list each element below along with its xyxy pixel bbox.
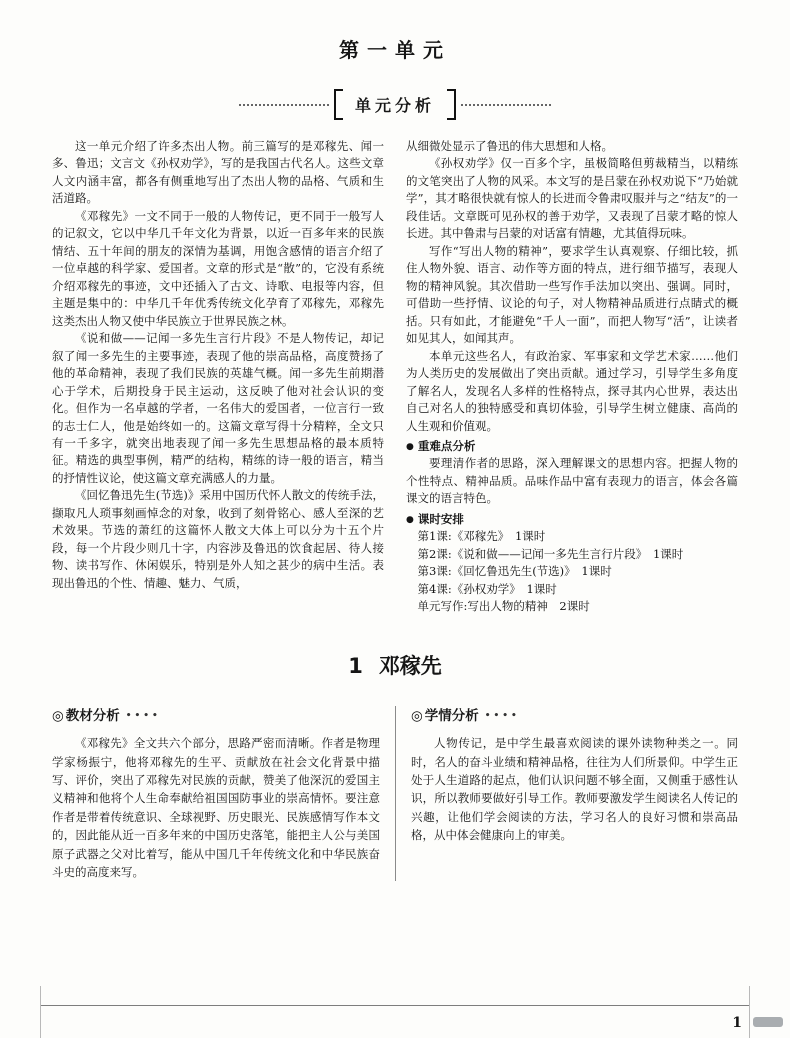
paragraph: 《回忆鲁迅先生(节选)》采用中国历代怀人散文的传统手法，撷取凡人琐事刻画悼念的对象，收到了刻骨铭心、感人至深的艺术效果。节选的萧红的这篇怀人散文大体上可以分为十五个片段，每一个片段少则几十字，内容涉及鲁迅的饮食起居、待人接物、读书写作、休闲娱乐，特别是外人知之甚少的病中生活。表现出鲁迅的个性、情趣、魅力、气质， bbox=[52, 488, 384, 590]
material-analysis-title: 教材分析 bbox=[65, 707, 120, 724]
left-column bbox=[52, 138, 384, 616]
key-points-heading bbox=[406, 438, 738, 455]
schedule-list bbox=[406, 528, 738, 615]
unit-title: 第一单元 bbox=[339, 38, 451, 62]
banner-bracket-box bbox=[334, 89, 456, 120]
paragraph: 《说和做——记闻一多先生言行片段》不是人物传记，却记叙了闻一多先生的主要事迹，表现了他的崇高品格，高度赞扬了他的革命精神，表现了我们民族的英雄气概。闻一多先生前期潜心于学术，后期投身于民主运动，这反映了他对社会认识的变化。但作为一名卓越的学者，一名伟大的爱国者，一位言行一致的志士仁人，他是始终如一的。这篇文章写得十分精粹，全文只有一千多字，就突出地表现了闻一多先生思想品格的最本质特征。精选的典型事例，精严的结构，精练的诗一般的语言，精当的抒情性议论，使这篇文章充满感人的力量。 bbox=[52, 331, 384, 485]
right-edge-rule bbox=[749, 986, 750, 1038]
unit-analysis-columns bbox=[52, 138, 738, 616]
dots-ornament-icon: •••• bbox=[125, 710, 161, 721]
schedule-item: 第4课:《孙权劝学》 1课时 bbox=[417, 581, 557, 596]
learner-analysis-body: 人物传记，是中学生最喜欢阅读的课外读物种类之一。同时，名人的奋斗业绩和精神品格，往往为人们所景仰。中学生正处于人生道路的起点，他们认识问题不够全面，又侧重于感性认识，所以教师要做好引导工作。教师要激发学生阅读名人传记的兴趣，让他们学会阅读的方法，学习名人的良好习惯和崇高品格，从中体会健康向上的审美。 bbox=[411, 736, 738, 843]
lesson-number: 1 bbox=[348, 653, 363, 678]
paragraph-continuation: 从细微处显示了鲁迅的伟大思想和人格。 bbox=[406, 139, 613, 153]
schedule-item: 第3课:《回忆鲁迅先生(节选)》 1课时 bbox=[417, 564, 612, 579]
right-column bbox=[406, 138, 738, 616]
dots-ornament-icon: •••• bbox=[484, 710, 520, 721]
learner-analysis-heading bbox=[411, 706, 738, 728]
footer-rule bbox=[40, 1005, 750, 1006]
material-analysis-body: 《邓稼先》全文共六个部分，思路严密而清晰。作者是物理学家杨振宁，他将邓稼先的生平、贡献放在社会文化背景中描写、评价，突出了邓稼先对民族的贡献，赞美了他深沉的爱国主义精神和他将个人生命奉献给祖国国防事业的崇高情怀。要注意作者是带着传统意识、全球视野、历史眼光、民族感情写作本文的，因此能从近一百多年来的中国历史落笔，能把主人公与美国原子武器之父对比着写，能从中国几千年传统文化和中华民族奋斗史的高度来写。 bbox=[52, 736, 380, 879]
right-bracket-icon bbox=[447, 89, 456, 120]
material-analysis-heading bbox=[52, 706, 380, 728]
dotted-rule-left bbox=[239, 104, 329, 106]
section-banner bbox=[52, 89, 738, 120]
lesson-title bbox=[52, 650, 738, 680]
paragraph: 写作“写出人物的精神”，要求学生认真观察、仔细比较，抓住人物外貌、语言、动作等方面的特点，进行细节描写，表现人物的精神风貌。其次借助一些写作手法加以突出、强调。同时，可借助一些抒情、议论的句子，对人物精神品质进行点睛式的概括。只有如此，才能避免“千人一面”，而把人物写“活”，让读者如见其人，如闻其声。 bbox=[406, 243, 738, 346]
circle-marker-icon: ◎ bbox=[411, 707, 423, 724]
banner-title: 单元分析 bbox=[354, 96, 435, 115]
bullet-icon: ● bbox=[406, 441, 414, 452]
key-points-title: 重难点分析 bbox=[417, 438, 476, 453]
bullet-icon: ● bbox=[406, 514, 414, 525]
schedule-item: 第2课:《说和做——记闻一多先生言行片段》 1课时 bbox=[417, 546, 684, 561]
schedule-title: 课时安排 bbox=[417, 511, 464, 526]
page-number: 1 bbox=[732, 1015, 742, 1031]
left-edge-rule bbox=[40, 986, 41, 1038]
paragraph: 《邓稼先》一文不同于一般的人物传记，更不同于一般写人的记叙文，它以中华几千年文化为背景，以近一百多年来的民族情结、五十年间的朋友的深情为基调，用饱含感情的语言介绍了一位卓越的科学家、爱国者。文章的形式是“散”的，它没有系统介绍邓稼先的事迹，文中还插入了古文、诗歌、电报等内容，但主题是集中的：中华几千年优秀传统文化孕育了邓稼先，邓稼先这类杰出人物又使中华民族立于世界民族之林。 bbox=[52, 208, 384, 328]
lesson-name: 邓稼先 bbox=[378, 653, 442, 678]
schedule-heading bbox=[406, 511, 738, 528]
schedule-item: 单元写作:写出人物的精神 2课时 bbox=[417, 599, 590, 614]
schedule-item: 第1课:《邓稼先》 1课时 bbox=[417, 529, 546, 544]
left-bracket-icon bbox=[334, 89, 343, 120]
dotted-rule-right bbox=[461, 104, 551, 106]
paragraph: 本单元这些名人，有政治家、军事家和文学艺术家……他们为人类历史的发展做出了突出贡献。通过学习，引导学生多角度了解名人，发现名人多样的性格特点，探寻其内心世界，表达出自己对名人的独特感受和真切体验，引导学生树立健康、高尚的人生观和价值观。 bbox=[406, 348, 738, 433]
material-analysis-section bbox=[52, 706, 395, 882]
key-points-body: 要理清作者的思路，深入理解课文的思想内容。把握人物的个性特点、精神品质。品味作品中富有表现力的语言，体会各篇课文的语言特色。 bbox=[406, 456, 738, 506]
paragraph: 这一单元介绍了许多杰出人物。前三篇写的是邓稼先、闻一多、鲁迅；文言文《孙权劝学》，写的是我国古代名人。这些文章人文内涵丰富，都各有侧重地写出了杰出人物的品格、气质和生活道路。 bbox=[52, 139, 384, 206]
page-edge-tab bbox=[753, 1017, 783, 1027]
lesson-analysis-columns bbox=[52, 706, 738, 882]
paragraph: 《孙权劝学》仅一百多个字，虽极简略但剪裁精当，以精练的文笔突出了人物的风采。本文写的是吕蒙在孙权劝说下“乃始就学”，其才略很快就有惊人的长进而令鲁肃叹服并与之“结友”的一段佳话。文章既可见孙权的善于劝学，又表现了吕蒙才略的惊人长进。其中鲁肃与吕蒙的对话富有情趣，尤其值得玩味。 bbox=[406, 156, 738, 241]
circle-marker-icon: ◎ bbox=[52, 707, 64, 724]
learner-analysis-section bbox=[395, 706, 738, 882]
learner-analysis-title: 学情分析 bbox=[424, 707, 479, 724]
